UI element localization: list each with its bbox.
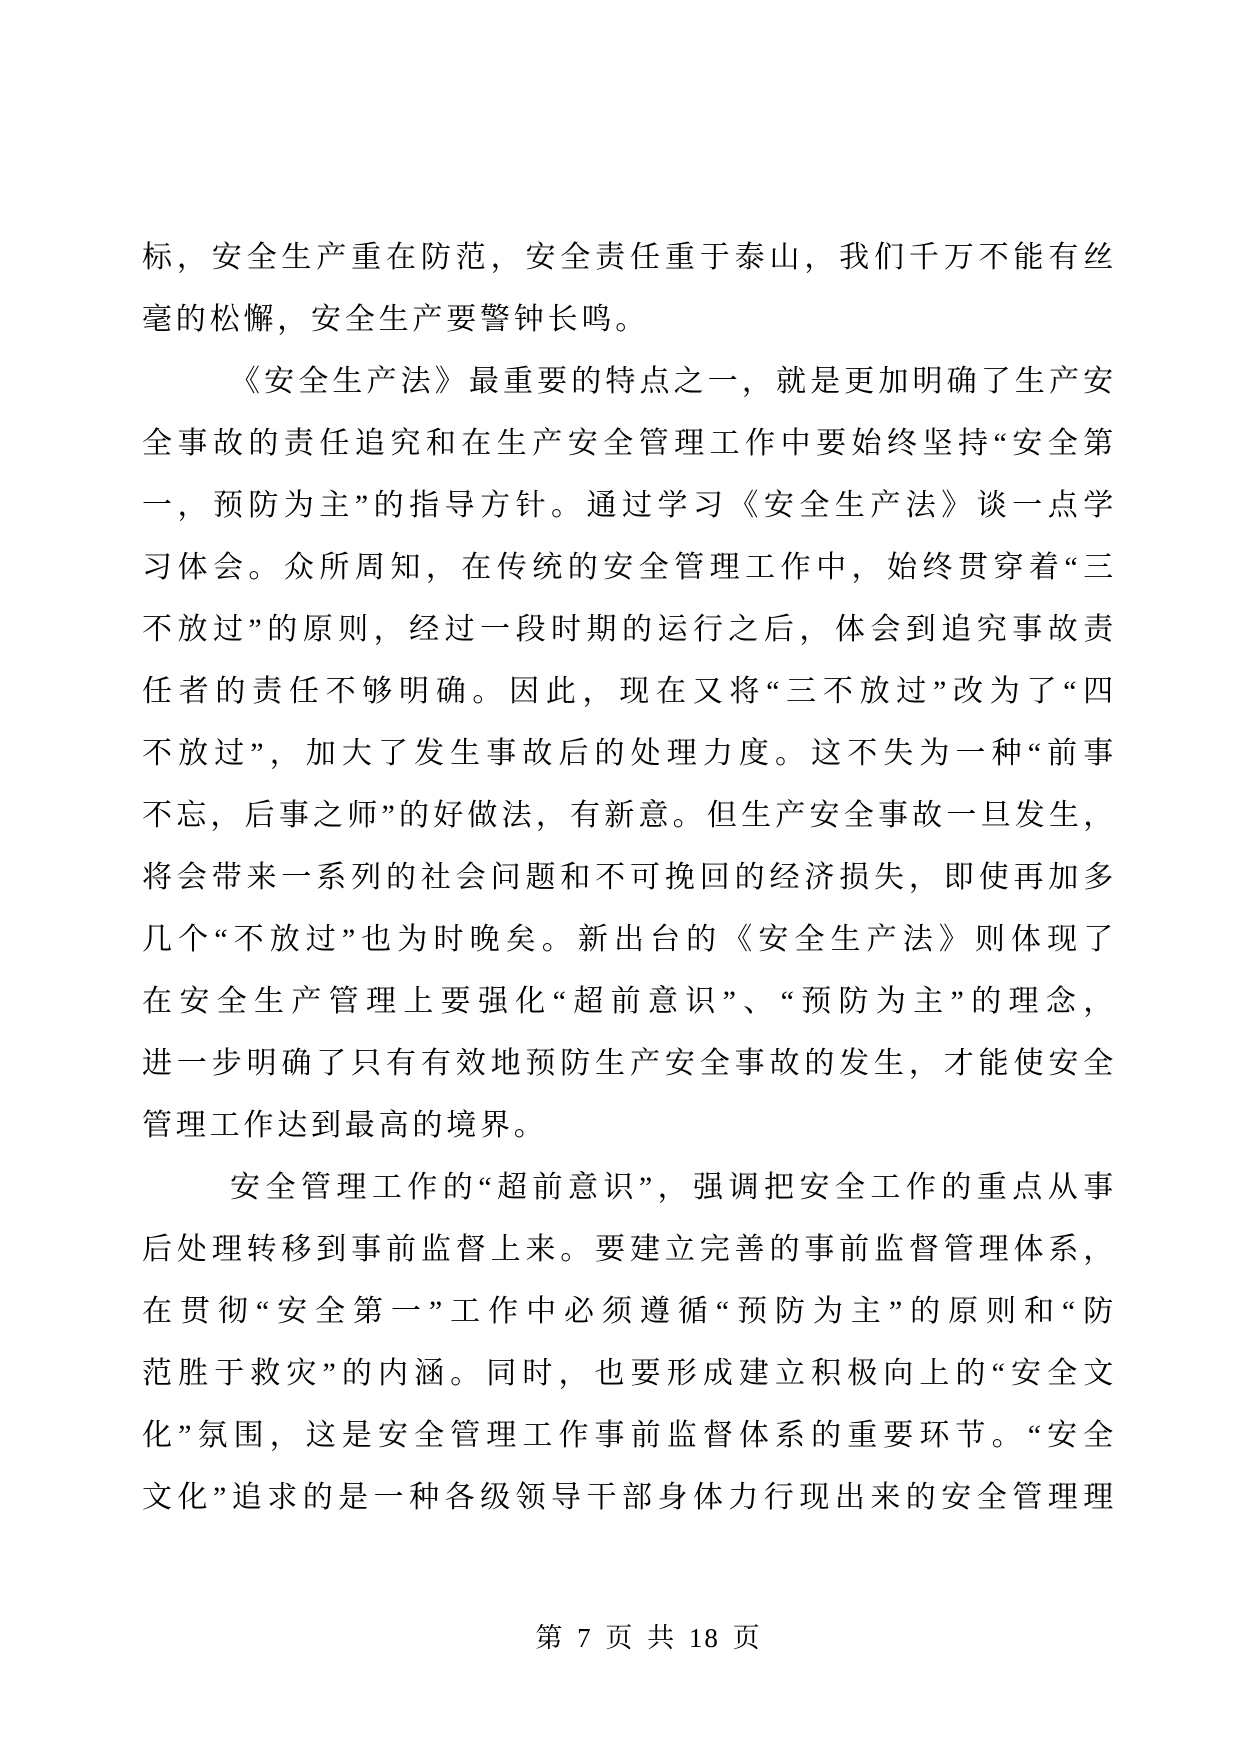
body-line-13: 在安全生产管理上要强化“超前意识”、“预防为主”的理念， [142, 985, 1117, 1018]
body-line-19: 范胜于救灾”的内涵。同时，也要形成建立积极向上的“安全文 [142, 1357, 1117, 1390]
body-line-11: 将会带来一系列的社会问题和不可挽回的经济损失，即使再加多 [142, 861, 1117, 894]
body-line-12: 几个“不放过”也为时晚矣。新出台的《安全生产法》则体现了 [142, 923, 1117, 956]
body-line-01: 标，安全生产重在防范，安全责任重于泰山，我们千万不能有丝 [142, 241, 1117, 274]
body-line-20: 化”氛围，这是安全管理工作事前监督体系的重要环节。“安全 [142, 1419, 1117, 1452]
body-line-07: 不放过”的原则，经过一段时期的运行之后，体会到追究事故责 [142, 613, 1117, 646]
body-line-03: 《安全生产法》最重要的特点之一，就是更加明确了生产安 [230, 365, 1117, 398]
body-line-21: 文化”追求的是一种各级领导干部身体力行现出来的安全管理理 [142, 1481, 1117, 1514]
body-line-04: 全事故的责任追究和在生产安全管理工作中要始终坚持“安全第 [142, 427, 1117, 460]
body-line-08: 任者的责任不够明确。因此，现在又将“三不放过”改为了“四 [142, 675, 1117, 708]
body-line-14: 进一步明确了只有有效地预防生产安全事故的发生，才能使安全 [142, 1047, 1117, 1080]
body-line-18: 在贯彻“安全第一”工作中必须遵循“预防为主”的原则和“防 [142, 1295, 1117, 1328]
body-line-10: 不忘，后事之师”的好做法，有新意。但生产安全事故一旦发生， [142, 799, 1117, 832]
body-line-05: 一，预防为主”的指导方针。通过学习《安全生产法》谈一点学 [142, 489, 1117, 522]
page-number-footer: 第 7 页 共 18 页 [535, 1623, 762, 1653]
body-line-17: 后处理转移到事前监督上来。要建立完善的事前监督管理体系， [142, 1233, 1117, 1266]
body-text-block [142, 227, 1117, 1529]
body-line-09: 不放过”，加大了发生事故后的处理力度。这不失为一种“前事 [142, 737, 1117, 770]
body-line-15: 管理工作达到最高的境界。 [142, 1109, 548, 1142]
body-line-02: 毫的松懈，安全生产要警钟长鸣。 [142, 303, 649, 336]
body-line-06: 习体会。众所周知，在传统的安全管理工作中，始终贯穿着“三 [142, 551, 1117, 584]
body-line-16: 安全管理工作的“超前意识”，强调把安全工作的重点从事 [230, 1171, 1117, 1204]
